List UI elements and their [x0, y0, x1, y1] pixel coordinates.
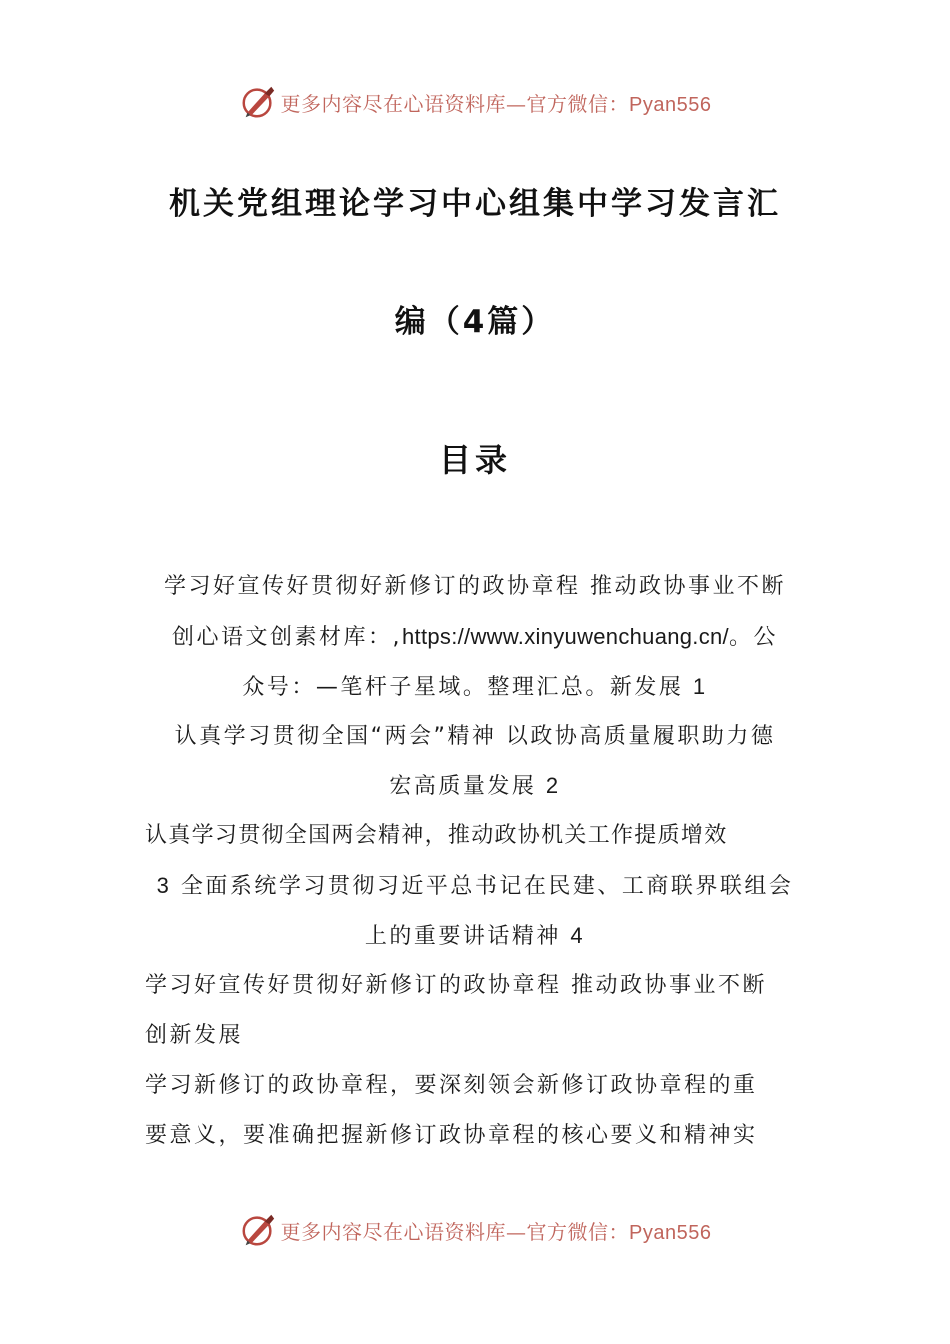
header-banner [0, 80, 950, 124]
body-line: 创新发展 [145, 1023, 244, 1048]
toc-line: 上的重要讲话精神 4 [364, 923, 586, 949]
document-title-line-2: 编（4篇） [394, 304, 556, 340]
banner-text: 更多内容尽在心语资料库—官方微信：Pyan556 [280, 1219, 712, 1244]
pen-logo-icon [239, 1211, 277, 1249]
page-number: 1 [692, 674, 708, 699]
toc-line: 认真学习贯彻全国两会精神，推动政协机关工作提质增效 [145, 823, 728, 848]
body-line: 要意义，要准确把握新修订政协章程的核心要义和精神实 [145, 1123, 758, 1148]
toc-line: 学习好宣传好贯彻好新修订的政协章程 推动政协事业不断 [164, 574, 786, 599]
footer-banner [0, 1208, 950, 1252]
toc-line: 3 全面系统学习贯彻习近平总书记在民建、工商联界联组会 [156, 873, 794, 899]
body-line: 学习好宣传好贯彻好新修订的政协章程 推动政协事业不断 [145, 973, 767, 998]
page-number: 3 [156, 873, 172, 898]
document-title-line-1: 机关党组理论学习中心组集中学习发言汇 [169, 186, 781, 222]
page-number: 2 [545, 773, 561, 798]
page-number: 4 [570, 923, 586, 948]
toc-line: 认真学习贯彻全国“两会”精神 以政协高质量履职助力德 [174, 724, 776, 749]
website-url: https://www.xinyuwenchuang.cn/ [402, 624, 729, 649]
toc-line: 宏高质量发展 2 [389, 773, 561, 799]
toc-line: 创心语文创素材库：,https://www.xinyuwenchuang.cn/。公 [172, 624, 778, 650]
toc-line: 众号：—笔杆子星域。整理汇总。新发展 1 [242, 674, 708, 700]
pen-logo-icon [239, 83, 277, 121]
body-line: 学习新修订的政协章程，要深刻领会新修订政协章程的重 [145, 1073, 758, 1098]
banner-text: 更多内容尽在心语资料库—官方微信：Pyan556 [280, 91, 712, 116]
toc-heading: 目录 [438, 441, 511, 479]
